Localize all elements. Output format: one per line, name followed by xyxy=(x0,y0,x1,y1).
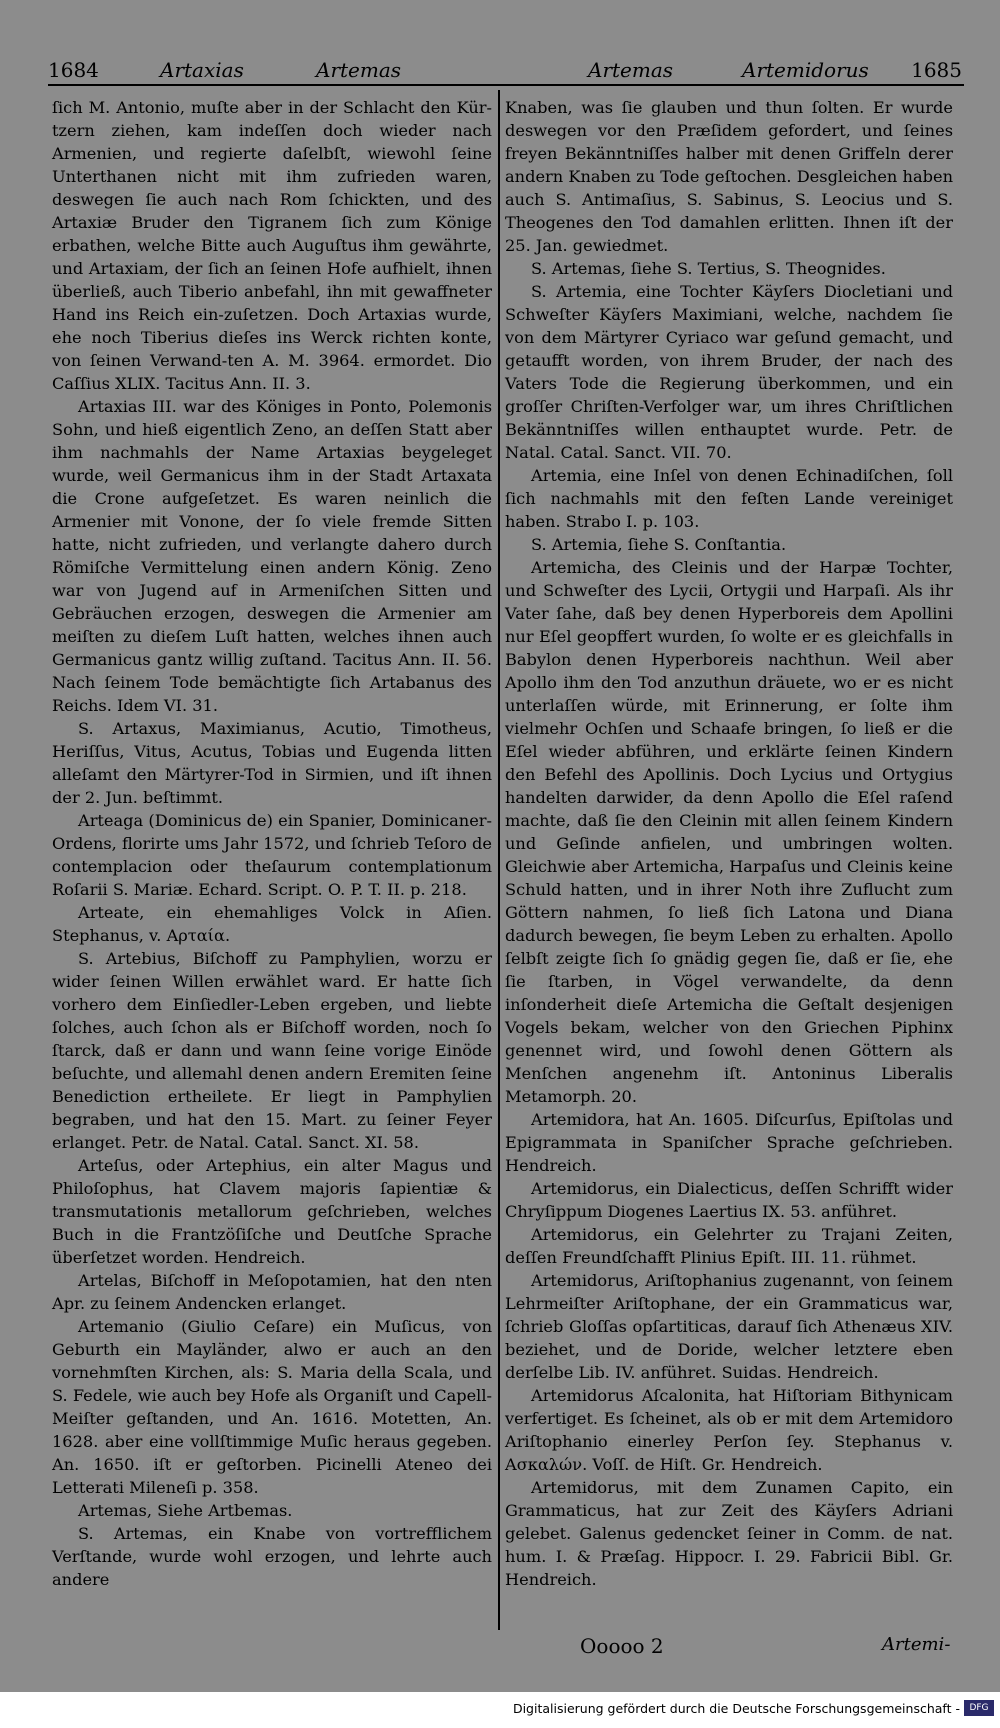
entry: Arteſus, oder Artephius, ein alter Magus und Philoſophus, hat Clavem majoris ſapientiæ & transmutationis metallorum geſchrieben, welches Buch in die Frantzöſiſche und Deutſche Sprache überſetzet worden. Hendreich. xyxy=(52,1156,492,1267)
header-keyword-4: Artemidorus xyxy=(742,58,869,82)
entry: Artemanio (Giulio Ceſare) ein Muſicus, von Geburth ein Mayländer, alwo er auch an den vornehmſten Kirchen, als: S. Maria della Scala, und S. Fedele, wie auch bey Hofe als Organiſt und Capell-Meiſter geſtanden, und An. 1616. Motetten, An. 1628. aber eine vollſtimmige Muſic heraus gegeben. An. 1650. iſt er geſtorben. Picinelli Ateneo dei Letterati Mileneſi p. 358. xyxy=(52,1317,492,1497)
header-keyword-1: Artaxias xyxy=(160,58,244,82)
entry: Artemidorus, Ariſtophanius zugenannt, von ſeinem Lehrmeiſter Ariſtophane, der ein Grammaticus war, ſchrieb Gloſſas opſartiticas, darauf ſich Athenæus XIV. beziehet, und de Doride, welcher letztere eben derſelbe Lib. IV. anführet. Suidas. Hendreich. xyxy=(505,1271,953,1382)
entry: Knaben, was ſie glauben und thun ſolten. Er wurde deswegen vor den Præſidem gefordert, und ſeines freyen Bekänntniſſes halber mit denen Griffeln derer andern Knaben zu Tode geſtochen. Desgleichen haben auch S. Antimaſius, S. Sabinus, S. Leocius und S. Theogenes den Tod damahlen erlitten. Ihnen iſt der 25. Jan. gewiedmet. xyxy=(505,98,953,255)
dfg-logo: DFG xyxy=(964,1700,994,1716)
entry: S. Artemia, eine Tochter Käyſers Diocletiani und Schweſter Käyſers Maximiani, welche, nachdem ſie von dem Märtyrer Cyriaco war geſund gemacht, und getaufft worden, von ihrem Bruder, der nach des Vaters Tode die Regierung überkommen, und ein groſſer Chriſten-Verfolger war, um ihres Chriſtlichen Bekänntniſſes willen enthauptet wurde. Petr. de Natal. Catal. Sanct. VII. 70. xyxy=(505,282,953,462)
header-rule xyxy=(48,84,964,86)
header-keyword-2: Artemas xyxy=(316,58,402,82)
left-column xyxy=(52,96,492,1591)
credit-text: Digitalisierung gefördert durch die Deutsche Forschungsgemeinschaft - xyxy=(512,1701,960,1716)
right-column xyxy=(505,96,953,1591)
signature-mark: Ooooo 2 xyxy=(580,1634,664,1658)
entry: Artemia, eine Inſel von denen Echinadiſchen, ſoll ſich nachmahls mit den feſten Lande vereiniget haben. Strabo I. p. 103. xyxy=(505,466,953,531)
entry: S. Artemia, ſiehe S. Conſtantia. xyxy=(531,535,787,554)
entry: S. Artebius, Biſchoff zu Pamphylien, worzu er wider ſeinen Willen erwählet ward. Er hatte ſich vorhero dem Einſiedler-Leben ergeben, und liebte ſolches, auch ſchon als er Biſchoff worden, noch ſo ſtarck, daß er dann und wann ſeine vorige Einöde beſuchte, und allemahl denen andern Eremiten ſeine Benediction ertheilete. Er liegt in Pamphylien begraben, und hat den 15. Mart. zu ſeiner Feyer erlanget. Petr. de Natal. Catal. Sanct. XI. 58. xyxy=(52,949,492,1152)
digitization-credit-bar xyxy=(0,1697,1000,1723)
entry: Artemidorus, mit dem Zunamen Capito, ein Grammaticus, hat zur Zeit des Käyſers Adriani gelebet. Galenus gedencket ſeiner in Comm. de nat. hum. I. & Præſag. Hippocr. I. 29. Fabricii Bibl. Gr. Hendreich. xyxy=(505,1478,953,1589)
entry: S. Artaxus, Maximianus, Acutio, Timotheus, Heriſſus, Vitus, Acutus, Tobias und Eugenda litten alleſamt den Märtyrer-Tod in Sirmien, und iſt ihnen der 2. Jun. beſtimmt. xyxy=(52,719,492,807)
entry: Artemidora, hat An. 1605. Diſcurſus, Epiſtolas und Epigrammata in Spaniſcher Sprache geſchrieben. Hendreich. xyxy=(505,1110,953,1175)
page-number-right: 1685 xyxy=(911,58,962,82)
entry: Artemidorus, ein Dialecticus, deſſen Schrifft wider Chryſippum Diogenes Laertius IX. 53. anführet. xyxy=(505,1179,953,1221)
header-keyword-3: Artemas xyxy=(588,58,674,82)
entry: Arteaga (Dominicus de) ein Spanier, Dominicaner-Ordens, florirte ums Jahr 1572, und ſchrieb Teſoro de contemplacion oder theſaurum contemplationum Roſarii S. Mariæ. Echard. Script. O. P. T. II. p. 218. xyxy=(52,811,492,899)
page-number-left: 1684 xyxy=(48,58,99,82)
catchword: Artemi- xyxy=(882,1634,951,1655)
entry: S. Artemas, ſiehe S. Tertius, S. Theognides. xyxy=(531,259,886,278)
entry: Artemas, Siehe Artbemas. xyxy=(78,1501,293,1520)
entry: Artemidorus Aſcalonita, hat Hiſtoriam Bithynicam verfertiget. Es ſcheinet, als ob er mit dem Artemidoro Ariſtophanio einerley Perſon ſey. Stephanus v. Ασκαλών. Voſſ. de Hiſt. Gr. Hendreich. xyxy=(505,1386,953,1474)
column-divider xyxy=(498,90,500,1630)
entry: Artemidorus, ein Gelehrter zu Trajani Zeiten, deſſen Freundſchafft Plinius Epiſt. III. 11. rühmet. xyxy=(505,1225,953,1267)
entry: Artemicha, des Cleinis und der Harpæ Tochter, und Schweſter des Lycii, Ortygii und Harpaſi. Als ihr Vater ſahe, daß bey denen Hyperboreis dem Apollini nur Eſel geopffert wurden, ſo wolte er es gleichfalls in Babylon denen Hyperboreis nachthun. Weil aber Apollo ihm den Tod anzuthun dräuete, wo er es nicht unterlaſſen würde, mit Erinnerung, er ſolte ihm vielmehr Ochſen und Schaafe bringen, ſo ließ er die Eſel wieder abführen, und erklärte ſeinen Kindern den Befehl des Apollinis. Doch Lycius und Ortygius handelten darwider, da denn Apollo die Eſel raſend machte, daß ſie den Cleinin mit allen ſeinem Kindern und Geſinde anfielen, und umbringen wolten. Gleichwie aber Artemicha, Harpaſus und Cleinis keine Schuld hatten, und in ihrer Noth ihre Zuflucht zum Göttern nahmen, ſo ließ ſich Latona und Diana dadurch bewegen, ſie beym Leben zu erhalten. Apollo ſelbſt zeigte ſich ſo gnädig gegen ſie, daß er ſie, ehe ſie ſtarben, in Vögel verwandelte, da denn inſonderheit dieſe Artemicha die Geſtalt desjenigen Vogels bekam, welcher von den Griechen Piphinx genennet wird, und ſowohl denen Göttern als Menſchen angenehm iſt. Antoninus Liberalis Metamorph. 20. xyxy=(505,558,953,1106)
entry: S. Artemas, ein Knabe von vortrefflichem Verſtande, wurde wohl erzogen, und lehrte auch andere xyxy=(52,1524,492,1589)
entry: ſich M. Antonio, muſte aber in der Schlacht den Kür-tzern ziehen, kam indeſſen doch wieder nach Armenien, und regierte daſelbſt, wiewohl ſeine Unterthanen nicht mit ihm zufrieden waren, deswegen ſie auch nach Rom ſchickten, und des Artaxiæ Bruder den Tigranem ſich zum Könige erbathen, welche Bitte auch Auguſtus ihm gewährte, und Artaxiam, der ſich an ſeinen Hofe aufhielt, ihnen überließ, auch Tiberio anbefahl, ihn mit gewaffneter Hand ins Reich ein-zuſetzen. Doch Artaxias wurde, ehe noch Tiberius dieſes ins Werck richten konte, von ſeinen Verwand-ten A. M. 3964. ermordet. Dio Caſſius XLIX. Tacitus Ann. II. 3. xyxy=(52,98,492,393)
entry: Arteate, ein ehemahliges Volck in Aſien. Stephanus, v. Αρταία. xyxy=(52,903,492,945)
entry: Artaxias III. war des Königes in Ponto, Polemonis Sohn, und hieß eigentlich Zeno, an deſſen Statt aber ihm nachmahls der Name Artaxias beygeleget wurde, weil Germanicus ihm in der Stadt Artaxata die Crone aufgeſetzet. Es waren neinlich die Armenier mit Vonone, der ſo viele fremde Sitten hatte, nicht zufrieden, und verlangte dahero durch Römiſche Vermittelung einen andern König. Zeno war von Jugend auf in Armeniſchen Sitten und Gebräuchen erzogen, deswegen die Armenier am meiſten zu dieſem Luſt hatten, welches ihnen auch Germanicus gantz willig zuſtand. Tacitus Ann. II. 56. Nach ſeinem Tode bemächtigte ſich Artabanus des Reichs. Idem VI. 31. xyxy=(52,397,492,715)
entry: Artelas, Biſchoff in Meſopotamien, hat den nten Apr. zu ſeinem Andencken erlanget. xyxy=(52,1271,492,1313)
